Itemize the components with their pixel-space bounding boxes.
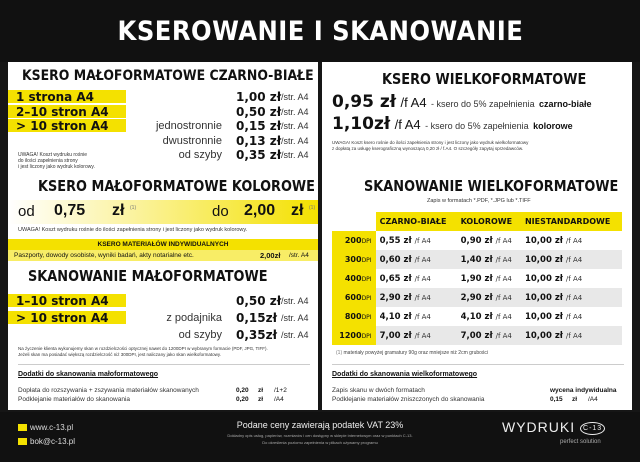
price-cell <box>457 288 521 307</box>
price-cell-unit: /f A4 <box>414 236 431 245</box>
price-cell <box>376 307 457 326</box>
brand-mark: C-13 <box>580 422 605 435</box>
wide-scan-header-row <box>332 212 622 231</box>
wide-copy-warning-line2: z dopłatą za usługę kserograficzną wynoszącą 0,20 zł / f.A4. O szczegóły zapytaj sprzedawców. <box>332 146 524 151</box>
price-cell <box>521 288 622 307</box>
wide-scan-table <box>332 212 622 345</box>
dpi-cell <box>332 231 376 250</box>
right-panel <box>322 62 632 410</box>
wide-copy-color-row <box>332 114 573 134</box>
price-cell-value: 7,00 zł <box>379 330 412 341</box>
color-to-label: do <box>212 203 229 220</box>
price-cell-unit: /f A4 <box>414 293 431 302</box>
price-row-mode: od szyby <box>178 149 222 161</box>
price-cell-unit: /f A4 <box>495 293 512 302</box>
bw-copy-title: KSERO MAŁOFORMATOWE CZARNO-BIAŁE <box>22 68 314 84</box>
price-row-label: 1–10 stron A4 <box>16 294 109 308</box>
scan-footnote <box>18 346 268 358</box>
color-note-1: (1) <box>130 205 137 211</box>
price-cell-value: 10,00 zł <box>524 311 563 322</box>
wide-copy-color-price: 1,10zł <box>332 114 391 134</box>
price-cell-unit: /f A4 <box>495 312 512 321</box>
table-row <box>332 288 622 307</box>
color-currency-min: zł <box>112 202 125 219</box>
dpi-unit: DPI <box>361 276 372 283</box>
extra-label: Zapis skanu w dwóch formatach <box>332 387 425 394</box>
price-row-unit: /str. A4 <box>281 135 309 146</box>
price-cell-value: 0,65 zł <box>379 273 412 284</box>
price-cell <box>521 326 622 345</box>
price-cell-value: 10,00 zł <box>524 273 563 284</box>
email-text: bok@c-13.pl <box>30 437 76 446</box>
wide-copy-bw-price: 0,95 zł <box>332 92 397 112</box>
price-cell <box>376 326 457 345</box>
dpi-value: 400 <box>344 274 362 283</box>
price-cell-unit: /f A4 <box>565 312 583 321</box>
price-row-mode: jednostronnie <box>155 120 222 132</box>
dpi-unit: DPI <box>361 314 372 321</box>
scan-small-extras-title: Dodatki do skanowania małoformatowego <box>18 371 159 378</box>
table-header: KOLOROWE <box>457 212 521 231</box>
price-row-mode: dwustronnie <box>162 134 222 147</box>
scan-small-title: SKANOWANIE MAŁOFORMATOWE <box>28 267 268 285</box>
price-row-label: 2–10 stron A4 <box>16 104 109 119</box>
website-text: www.c-13.pl <box>30 423 74 432</box>
price-cell-value: 10,00 zł <box>524 254 563 265</box>
wide-scan-extras-title: Dodatki do skanowania wielkoformatowego <box>332 371 478 378</box>
wide-scan-note-mark: (1) <box>336 350 343 356</box>
wide-copy-color-type: kolorowe <box>533 121 573 131</box>
table-row <box>332 250 622 269</box>
table-row <box>332 307 622 326</box>
price-row-price: 0,50 zł <box>236 294 282 308</box>
dpi-unit: DPI <box>361 257 372 264</box>
price-cell-value: 0,90 zł <box>460 235 493 246</box>
price-cell-unit: /f A4 <box>495 331 512 340</box>
extra-currency: zł <box>572 396 578 403</box>
wide-scan-note-text: materiały powyżej gramatury 90g oraz mniejsze niż 2cm grubości <box>343 350 489 356</box>
price-cell-value: 2,90 zł <box>460 292 493 303</box>
extra-label: Podklejanie materiałów zniszczonych do skanowania <box>332 396 485 403</box>
wide-copy-bw-unit: /f A4 <box>400 95 427 110</box>
price-row-price: 0,15zł <box>236 311 278 325</box>
footer <box>0 412 640 462</box>
individual-materials-price: 2,00zł <box>260 251 281 260</box>
wide-scan-note <box>336 350 488 356</box>
color-note-2: (1) <box>309 205 316 211</box>
vat-note: Podane ceny zawierają podatek VAT 23% <box>236 420 404 430</box>
brand-name: WYDRUKI <box>502 419 576 435</box>
price-row-unit: /str. A4 <box>281 150 309 160</box>
extra-label: Podklejanie materiałów do skanowania <box>18 396 131 403</box>
table-corner <box>332 212 376 231</box>
header-bar <box>0 0 640 62</box>
price-cell-unit: /f A4 <box>565 293 583 302</box>
wide-copy-color-unit: /f A4 <box>394 117 421 132</box>
extra-price: 0,15 <box>550 396 563 403</box>
color-from-label: od <box>18 203 35 220</box>
price-row-price: 0,35 zł <box>236 148 282 162</box>
table-row <box>332 231 622 250</box>
price-cell-unit: /f A4 <box>565 274 583 283</box>
price-row-price: 0,13 zł <box>236 133 282 148</box>
dpi-cell <box>332 250 376 269</box>
price-cell <box>521 231 622 250</box>
price-row-price: 0,50 zł <box>236 104 282 119</box>
extra-price: 0,20 <box>236 387 249 394</box>
divider <box>332 364 624 365</box>
price-cell <box>376 269 457 288</box>
extra-price: 0,20 <box>236 396 249 403</box>
individual-materials-title: KSERO MATERIAŁÓW INDYWIDUALNYCH <box>8 239 318 250</box>
price-cell <box>457 250 521 269</box>
dpi-value: 300 <box>344 255 362 264</box>
price-row-price: 0,35zł <box>236 328 278 342</box>
price-cell <box>457 231 521 250</box>
scan-footnote-line1: Na życzenie klienta wykonujemy skan w rozdzielczości optycznej nawet do 1200DPI w wybranym formacie (PDF, JPG, TIFF). <box>18 346 268 351</box>
price-cell <box>376 288 457 307</box>
price-cell <box>457 269 521 288</box>
dpi-cell <box>332 269 376 288</box>
fine-print-2: Do określenia poziomu zapełnienia w plikach używamy programu <box>262 440 378 445</box>
wide-copy-warning <box>332 140 528 152</box>
price-cell <box>521 307 622 326</box>
wide-copy-bw-type: czarno-białe <box>539 99 592 109</box>
extra-price: wycena indywidualna <box>550 387 617 394</box>
dpi-unit: DPI <box>361 295 372 302</box>
bw-warning-line3: i jest liczony jako wydruk kolorowy. <box>18 164 95 170</box>
extra-currency: zł <box>258 387 264 394</box>
wide-copy-bw-desc: - ksero do 5% zapełnienia <box>431 99 535 109</box>
table-row <box>332 326 622 345</box>
color-price-max: 2,00 <box>244 202 276 219</box>
color-price-min: 0,75 <box>54 202 86 219</box>
wide-copy-warning-line1: UWAGA! Koszt ksero rośnie do ilości zapełnienia strony i jest liczony jako wydruk wielkoformatowy <box>332 140 529 145</box>
fine-print-1: Dokładny opis usług, papierów, rozmiarów i cen dostępny w sklepie internetowym oraz w punktach C-13. <box>227 433 413 438</box>
table-row <box>332 269 622 288</box>
price-cell-value: 10,00 zł <box>524 292 563 303</box>
price-cell-unit: /f A4 <box>495 236 512 245</box>
page-title: KSEROWANIE I SKANOWANIE <box>117 15 523 47</box>
table-header: CZARNO-BIAŁE <box>376 212 457 231</box>
bw-warning <box>18 152 95 170</box>
dpi-value: 200 <box>344 236 362 245</box>
price-row-mode: z podajnika <box>166 312 222 324</box>
individual-materials-text: Paszporty, dowody osobiste, wyniki badań, akty notarialne etc. <box>14 252 194 259</box>
price-cell-value: 10,00 zł <box>524 330 563 341</box>
price-cell-value: 1,90 zł <box>460 273 493 284</box>
price-cell <box>457 307 521 326</box>
price-cell <box>376 250 457 269</box>
dpi-value: 1200 <box>339 331 362 340</box>
price-row-label: > 10 stron A4 <box>16 311 109 325</box>
price-cell <box>457 326 521 345</box>
individual-materials-unit: /str. A4 <box>289 252 309 259</box>
price-cell-value: 0,60 zł <box>379 254 412 265</box>
dpi-cell <box>332 288 376 307</box>
price-cell-value: 10,00 zł <box>524 235 563 246</box>
price-cell-unit: /f A4 <box>565 331 583 340</box>
price-cell-unit: /f A4 <box>495 255 512 264</box>
price-cell <box>521 250 622 269</box>
dpi-unit: DPI <box>361 238 372 245</box>
brand-logo <box>502 419 605 435</box>
color-price-band <box>8 200 318 224</box>
price-row-unit: /str. A4 <box>281 330 309 340</box>
dpi-cell <box>332 307 376 326</box>
price-row-unit: /str. A4 <box>281 313 309 323</box>
price-cell-unit: /f A4 <box>565 236 583 245</box>
extra-unit: /A4 <box>274 396 284 403</box>
price-row-price: 0,15 zł <box>236 119 282 133</box>
price-cell-value: 4,10 zł <box>379 311 412 322</box>
price-row-unit: /str. A4 <box>281 296 309 306</box>
extra-unit: /A4 <box>588 396 598 403</box>
bw-warning-line2: do ilości zapełnienia strony <box>18 158 78 164</box>
color-warning: UWAGA! Koszt wydruku rośnie do ilości zapełnienia strony i jest liczony jako wydruk kolorowy. <box>18 227 248 233</box>
price-cell-unit: /f A4 <box>414 331 431 340</box>
scan-footnote-line2: Jeżeli skan ma posiadać większą rozdzielczość niż 300DPI, jest naliczany jako skan wielkoformatowy. <box>18 352 222 357</box>
price-row-mode: od szyby <box>178 329 222 341</box>
price-row-label: > 10 stron A4 <box>16 119 109 133</box>
dpi-value: 600 <box>344 293 362 302</box>
price-cell-value: 1,40 zł <box>460 254 493 265</box>
price-cell <box>521 269 622 288</box>
extra-unit: /1+2 <box>274 387 287 394</box>
dpi-cell <box>332 326 376 345</box>
price-cell-value: 2,90 zł <box>379 292 412 303</box>
price-cell <box>376 231 457 250</box>
divider <box>18 364 310 365</box>
wide-copy-color-desc: - ksero do 5% zapełnienia <box>425 121 529 131</box>
price-cell-unit: /f A4 <box>414 312 431 321</box>
price-cell-unit: /f A4 <box>495 274 512 283</box>
left-panel <box>8 62 318 410</box>
price-cell-unit: /f A4 <box>414 274 431 283</box>
price-cell-unit: /f A4 <box>565 255 583 264</box>
extra-currency: zł <box>258 396 264 403</box>
wide-scan-title: SKANOWANIE WIELKOFORMATOWE <box>364 177 619 195</box>
wide-copy-title: KSERO WIELKOFORMATOWE <box>382 70 587 88</box>
price-cell-value: 0,55 zł <box>379 235 412 246</box>
dpi-unit: DPI <box>361 333 372 340</box>
color-copy-title: KSERO MAŁOFORMATOWE KOLOROWE <box>38 177 315 195</box>
price-row-unit: /str. A4 <box>281 92 309 102</box>
color-currency-max: zł <box>291 202 304 219</box>
table-header: NIESTANDARDOWE <box>521 212 622 231</box>
price-row-price: 1,00 zł <box>236 90 282 104</box>
price-cell-unit: /f A4 <box>414 255 431 264</box>
extra-label: Dopłata do rozszywania + zszywania materiałów skanowanych <box>18 387 199 394</box>
price-row-label: 1 strona A4 <box>16 90 95 104</box>
dpi-value: 800 <box>344 312 362 321</box>
wide-scan-formats: Zapis w formatach *.PDF, *.JPG lub *.TIFF <box>427 198 531 204</box>
price-row-unit: /str. A4 <box>281 106 309 117</box>
price-cell-value: 7,00 zł <box>460 330 493 341</box>
price-cell-value: 4,10 zł <box>460 311 493 322</box>
wide-copy-bw-row <box>332 92 592 112</box>
price-row-unit: /str. A4 <box>281 121 309 131</box>
brand-tagline: perfect solution <box>560 439 601 445</box>
bw-warning-line1: UWAGA! Koszt wydruku rośnie <box>18 152 88 158</box>
